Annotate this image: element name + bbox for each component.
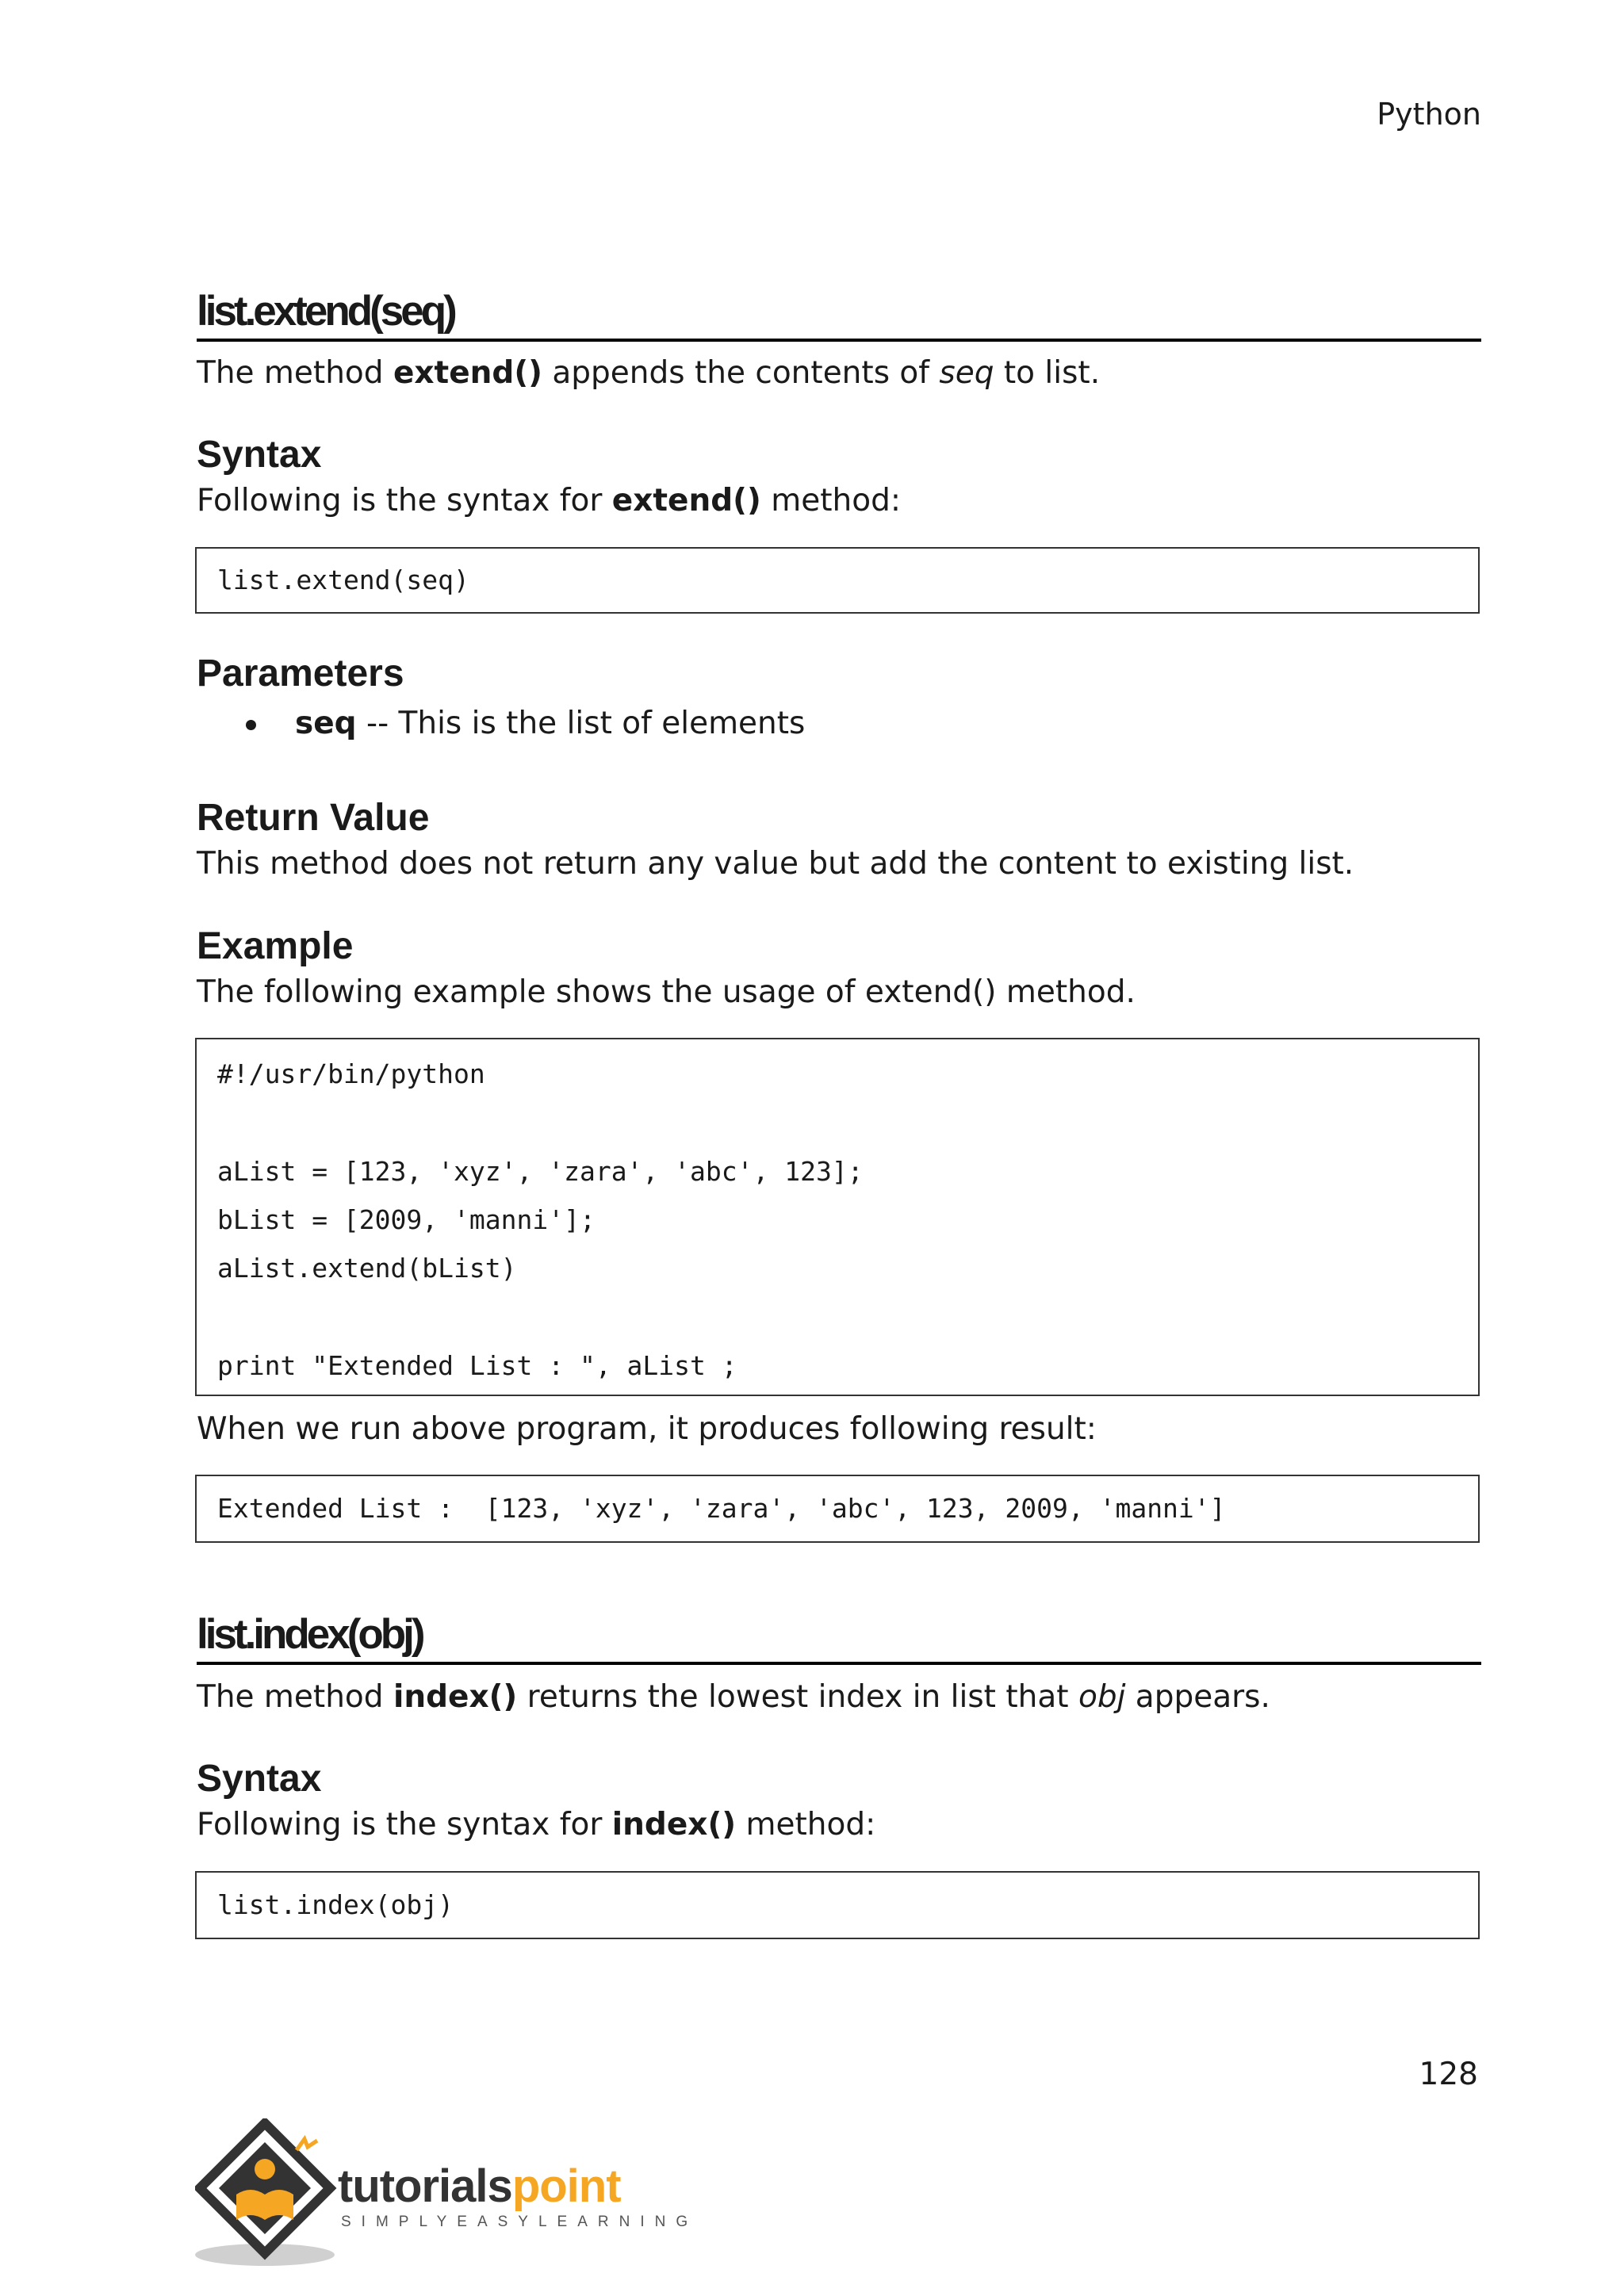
tutorialspoint-logo xyxy=(195,2118,703,2269)
return-value-text: This method does not return any value but add the content to existing list. xyxy=(197,846,1354,882)
logo-mark-icon xyxy=(195,2118,354,2269)
result-intro: When we run above program, it produces following result: xyxy=(197,1411,1097,1447)
code-line: Extended List : [123, 'xyz', 'zara', 'abc', 123, 2009, 'manni'] xyxy=(217,1493,1226,1524)
logo-tagline: SIMPLYEASYLEARNING xyxy=(341,2214,699,2230)
section-heading-index: list.index(obj) xyxy=(197,1613,1481,1665)
example-heading: Example xyxy=(197,925,354,967)
syntax-heading: Syntax xyxy=(197,1758,322,1800)
bullet-icon xyxy=(246,720,256,730)
example-code-box xyxy=(195,1038,1480,1396)
code-line: list.index(obj) xyxy=(217,1889,454,1920)
code-line: #!/usr/bin/python xyxy=(217,1058,485,1089)
logo-wordmark: tutorialspoint xyxy=(338,2160,621,2212)
result-code-box xyxy=(195,1475,1480,1543)
syntax-heading: Syntax xyxy=(197,434,322,476)
code-line: list.extend(seq) xyxy=(217,564,469,595)
example-text: The following example shows the usage of extend() method. xyxy=(197,974,1136,1010)
code-line: aList.extend(bList) xyxy=(217,1253,517,1284)
parameters-heading: Parameters xyxy=(197,652,404,695)
return-value-heading: Return Value xyxy=(197,797,430,839)
extend-intro: The method extend() appends the contents of seq to list. xyxy=(197,355,1101,391)
list-item: seq -- This is the list of elements xyxy=(295,706,806,741)
code-line: print "Extended List : ", aList ; xyxy=(217,1350,737,1381)
code-line: aList = [123, 'xyz', 'zara', 'abc', 123]; xyxy=(217,1156,864,1187)
index-intro: The method index() returns the lowest index in list that obj appears. xyxy=(197,1679,1270,1715)
syntax-text: Following is the syntax for index() method: xyxy=(197,1807,876,1843)
running-header: Python xyxy=(1377,97,1481,132)
syntax-text: Following is the syntax for extend() method: xyxy=(197,483,901,519)
page-number: 128 xyxy=(1419,2057,1478,2092)
code-line: bList = [2009, 'manni']; xyxy=(217,1204,596,1235)
syntax-code-box xyxy=(195,1871,1480,1939)
syntax-code-box xyxy=(195,547,1480,614)
section-heading-extend: list.extend(seq) xyxy=(197,290,1481,342)
